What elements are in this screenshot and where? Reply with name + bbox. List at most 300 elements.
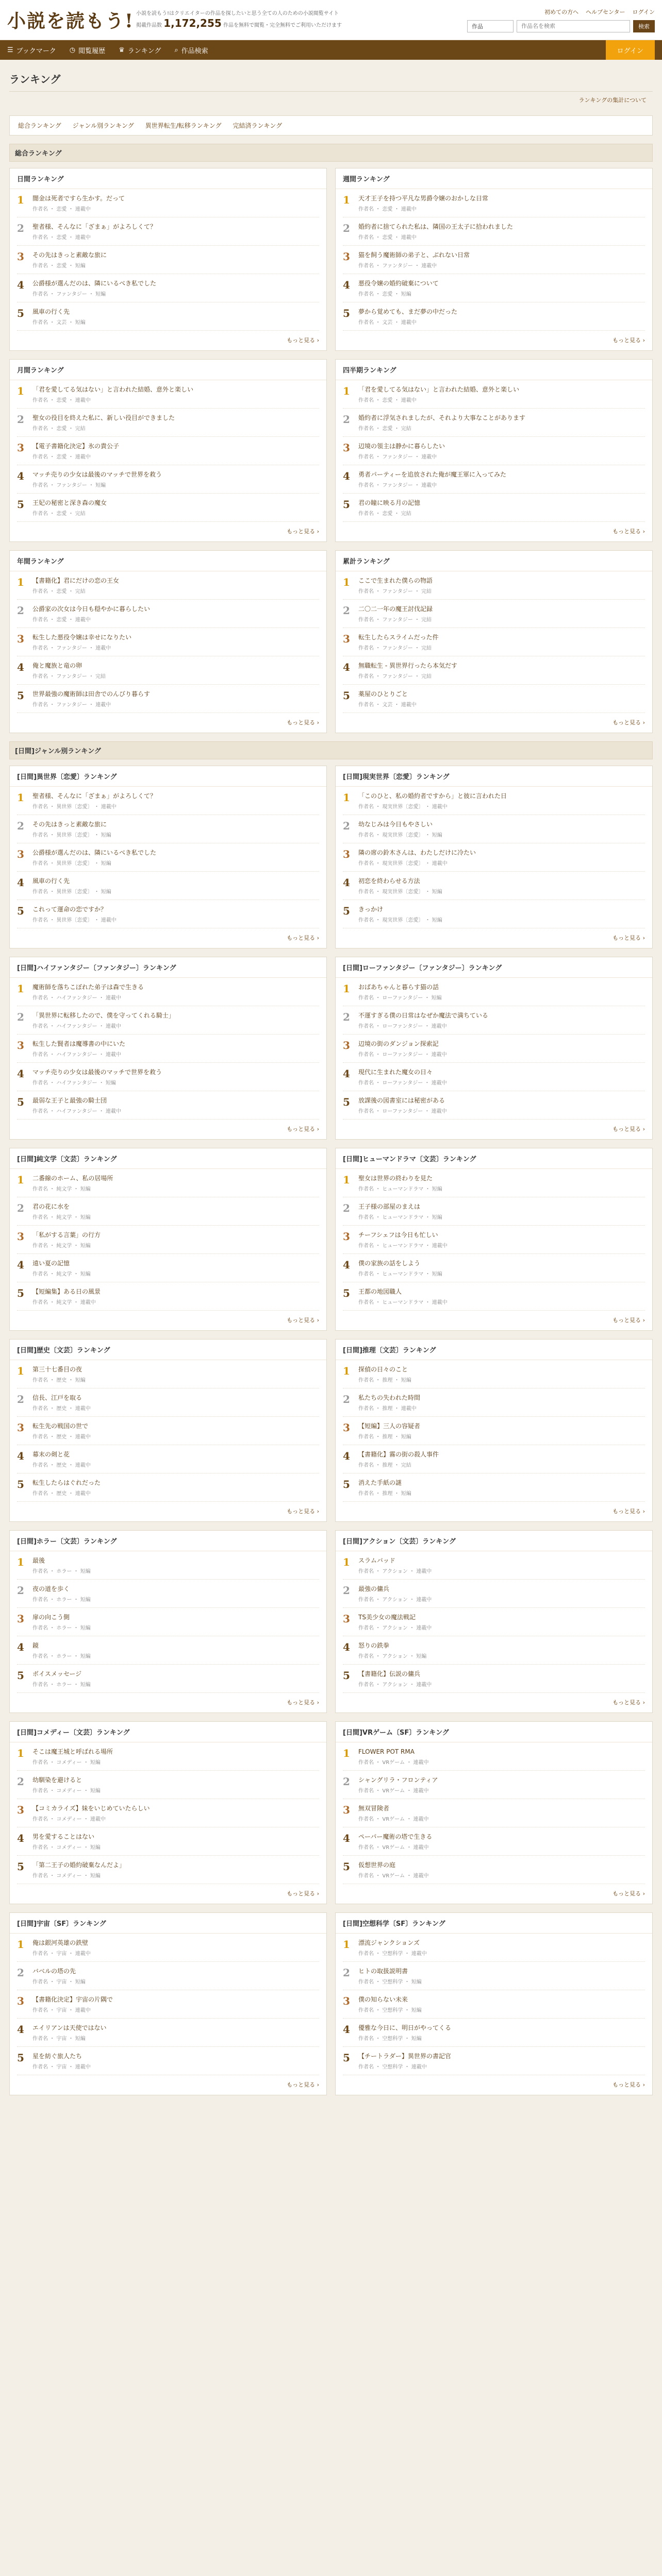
novel-title-link[interactable]: 最弱な王子と最強の騎士団 (32, 1097, 107, 1104)
header-link-guide[interactable]: 初めての方へ (544, 8, 579, 15)
ranking-item[interactable] (343, 1035, 645, 1063)
novel-title-link[interactable]: 【書籍化】君にだけの恋の王女 (32, 577, 120, 584)
tab-overall[interactable]: 総合ランキング (18, 122, 61, 129)
novel-title-link[interactable]: 現代に生まれた魔女の日々 (358, 1069, 433, 1076)
more-link-text[interactable]: もっと見る › (287, 1890, 319, 1897)
ranking-item[interactable] (343, 656, 645, 685)
novel-title-link[interactable]: 無職転生 - 異世界行ったら本気だす (358, 662, 457, 669)
ranking-item[interactable] (343, 628, 645, 656)
ranking-item[interactable] (343, 600, 645, 628)
novel-title-link[interactable]: 婚約者に浮気されましたが、それより大事なことがあります (358, 414, 526, 421)
ranking-item[interactable] (17, 656, 319, 685)
ranking-item[interactable] (343, 465, 645, 494)
ranking-item-body (358, 1939, 645, 1957)
novel-title-link[interactable]: 怒りの鉄拳 (358, 1642, 390, 1649)
novel-title-link[interactable]: おばあちゃんと暮らす猫の話 (358, 984, 439, 991)
novel-title-link[interactable]: バベルの塔の先 (32, 1968, 76, 1975)
ranking-item[interactable] (343, 815, 645, 843)
ranking-item[interactable] (343, 2019, 645, 2047)
ranking-item[interactable] (343, 1445, 645, 1473)
rank-number: 3 (17, 1613, 24, 1625)
novel-title-link[interactable]: 二〇二一年の魔王討伐記録 (358, 605, 433, 613)
ranking-item-body (358, 633, 645, 651)
ranking-panel (9, 957, 327, 1140)
novel-title-link[interactable]: 遠い夏の記憶 (32, 1260, 70, 1267)
novel-title-link[interactable]: 漂流ジャンクションズ (358, 1939, 420, 1946)
novel-title-link[interactable]: 公爵様が選んだのは、隣にいるべき私でした (32, 849, 157, 856)
ranking-item[interactable] (17, 685, 319, 713)
novel-title-link[interactable]: 【書籍化】伝説の傭兵 (358, 1670, 421, 1677)
ranking-item[interactable] (343, 1665, 645, 1693)
novel-title-link[interactable]: 「第二王子の婚約破棄なんだよ」 (32, 1861, 126, 1869)
ranking-item[interactable] (17, 600, 319, 628)
ranking-item[interactable] (343, 274, 645, 302)
ranking-item[interactable] (343, 1608, 645, 1636)
ranking-item[interactable] (343, 1962, 645, 1990)
more-link[interactable] (336, 928, 652, 948)
ranking-item[interactable] (17, 1063, 319, 1091)
ranking-item[interactable] (17, 1197, 319, 1226)
novel-title-link[interactable]: 世界最強の魔術師は田舎でのんびり暮らす (32, 690, 151, 698)
ranking-item[interactable] (17, 1282, 319, 1311)
ranking-item[interactable] (343, 1636, 645, 1665)
ranking-item[interactable] (17, 1742, 319, 1771)
ranking-item-body (32, 1939, 319, 1957)
nav-ranking[interactable] (119, 45, 174, 55)
rank-number: 4 (17, 1067, 24, 1080)
ranking-item[interactable] (17, 1962, 319, 1990)
search-button[interactable]: 検索 (633, 20, 655, 32)
more-link[interactable] (10, 522, 326, 541)
ranking-panel (335, 1721, 653, 1904)
ranking-item[interactable] (343, 494, 645, 522)
ranking-item-body (358, 662, 645, 680)
ranking-item[interactable] (17, 1799, 319, 1827)
ranking-item[interactable] (343, 1226, 645, 1254)
ranking-item[interactable] (343, 1360, 645, 1388)
ranking-item[interactable] (343, 1169, 645, 1197)
tab-isekai[interactable]: 異世界転生/転移ランキング (145, 122, 222, 129)
more-link-text[interactable]: もっと見る › (287, 2081, 319, 2088)
more-link-text[interactable]: もっと見る › (287, 1699, 319, 1706)
more-link-text[interactable]: もっと見る › (613, 1699, 645, 1706)
ranking-item[interactable] (17, 1473, 319, 1502)
more-link[interactable] (336, 2075, 652, 2095)
novel-title-link[interactable]: マッチ売りの少女は最後のマッチで世界を救う (32, 471, 162, 478)
novel-title-link[interactable]: 探偵の日々のこと (358, 1366, 408, 1373)
nav-login-button[interactable]: ログイン (606, 40, 655, 60)
ranking-item[interactable] (17, 1006, 319, 1035)
more-link-text[interactable]: もっと見る › (287, 1126, 319, 1132)
ranking-item[interactable] (343, 217, 645, 246)
ranking-item[interactable] (343, 1282, 645, 1311)
novel-title-link[interactable]: その先はきっと素敵な旅に (32, 821, 107, 828)
novel-title-link[interactable]: TS美少女の魔法戦記 (358, 1614, 416, 1621)
ranking-item[interactable] (343, 571, 645, 600)
site-logo[interactable]: 小説を読もう! (7, 10, 134, 32)
novel-title-link[interactable]: 私たちの失われた時間 (358, 1394, 421, 1401)
ranking-item[interactable] (343, 1091, 645, 1120)
more-link-text[interactable]: もっと見る › (287, 1508, 319, 1515)
ranking-list (336, 571, 652, 713)
ranking-item-body (32, 1479, 319, 1497)
ranking-item[interactable] (17, 409, 319, 437)
novel-title-link[interactable]: 最強の傭兵 (358, 1585, 390, 1592)
novel-title-link[interactable]: ボイスメッセージ (32, 1670, 82, 1677)
ranking-item[interactable] (17, 978, 319, 1006)
novel-title-link[interactable]: 王子様の部屋のまえは (358, 1203, 421, 1210)
more-link[interactable] (10, 1884, 326, 1904)
novel-title-link[interactable]: 僕の知らない未来 (358, 1996, 408, 2003)
novel-title-link[interactable]: 【コミカライズ】妹をいじめていたらしい (32, 1805, 150, 1812)
novel-title-link[interactable]: 二番線のホーム、私の居場所 (32, 1175, 113, 1182)
novel-title-link[interactable]: そこは魔王城と呼ばれる場所 (32, 1748, 113, 1755)
ranking-item[interactable] (343, 2047, 645, 2075)
more-link[interactable] (10, 2075, 326, 2095)
novel-title-link[interactable]: シャングリラ・フロンティア (358, 1776, 438, 1784)
novel-title-link[interactable]: 転生先の戦国の世で (32, 1422, 89, 1430)
ranking-item[interactable] (17, 1417, 319, 1445)
novel-title-link[interactable]: 転生したらスライムだった件 (358, 634, 439, 641)
novel-meta: 作者名 ・ 恋愛 ・ 完結 (358, 426, 411, 432)
more-link-text[interactable]: もっと見る › (613, 1508, 645, 1515)
novel-title-link[interactable]: 王都の地図職人 (358, 1288, 402, 1295)
novel-title-link[interactable]: 聖女の役目を終えた私に、新しい役目ができました (32, 414, 175, 421)
ranking-item[interactable] (17, 1226, 319, 1254)
ranking-item[interactable] (17, 1771, 319, 1799)
novel-title-link[interactable]: 男を愛することはない (32, 1833, 95, 1840)
novel-title-link[interactable]: 薬屋のひとりごと (358, 690, 408, 698)
ranking-item[interactable] (17, 628, 319, 656)
more-link[interactable] (10, 331, 326, 350)
ranking-item[interactable] (17, 1827, 319, 1856)
novel-title-link[interactable]: 聖者様、そんなに「ざまぁ」がよろしくて？ (32, 223, 157, 230)
more-link[interactable] (10, 1120, 326, 1139)
ranking-panel (335, 766, 653, 948)
rank-number: 2 (17, 413, 24, 426)
ranking-item[interactable] (17, 1035, 319, 1063)
novel-title-link[interactable]: 辺境の街のダンジョン探索記 (358, 1040, 439, 1047)
more-link[interactable] (336, 1693, 652, 1713)
ranking-item-body (358, 983, 645, 1001)
novel-meta: 作者名 ・ ローファンタジー ・ 連載中 (358, 1024, 447, 1029)
novel-title-link[interactable]: 王妃の秘密と深き森の魔女 (32, 499, 107, 506)
ranking-item-body (32, 849, 319, 867)
novel-title-link[interactable]: 初恋を終わらせる方法 (358, 877, 420, 885)
ranking-item[interactable] (17, 494, 319, 522)
more-link-text[interactable]: もっと見る › (287, 1317, 319, 1324)
novel-title-link[interactable]: 風車の行く先 (32, 308, 70, 315)
novel-title-link[interactable]: 魔術師を落ちこぼれた弟子は森で生きる (32, 984, 144, 991)
ranking-item[interactable] (17, 2047, 319, 2075)
ranking-item[interactable] (17, 1990, 319, 2019)
tab-complete[interactable]: 完結済ランキング (233, 122, 283, 129)
novel-title-link[interactable]: 「このひと、私の婚約者ですから」と彼に言われた日 (358, 792, 507, 800)
novel-title-link[interactable]: 勇者パーティーを追放された俺が魔王軍に入ってみた (358, 471, 507, 478)
more-link-text[interactable]: もっと見る › (287, 719, 319, 726)
novel-meta: 作者名 ・ ハイファンタジー ・ 短編 (32, 1080, 116, 1086)
novel-title-link[interactable]: きっかけ (358, 906, 384, 913)
ranking-item[interactable] (343, 1990, 645, 2019)
novel-title-link[interactable]: ペーパー魔術の塔で生きる (358, 1833, 433, 1840)
novel-title-link[interactable]: 天才王子を持つ平凡な男爵令嬢のおかしな日常 (358, 195, 489, 202)
novel-title-link[interactable]: 信長、江戸を取る (32, 1394, 82, 1401)
ranking-item[interactable] (343, 1771, 645, 1799)
rank-number: 2 (17, 1011, 24, 1023)
novel-title-link[interactable]: 【短編】三人の容疑者 (358, 1422, 421, 1430)
search-icon: ⌕ (174, 46, 178, 54)
more-link-text[interactable]: もっと見る › (613, 337, 645, 344)
novel-title-link[interactable]: 聖者様、そんなに「ざまぁ」がよろしくて？ (32, 792, 157, 800)
ranking-item[interactable] (17, 1636, 319, 1665)
ranking-item[interactable] (17, 2019, 319, 2047)
more-link-text[interactable]: もっと見る › (613, 528, 645, 535)
novel-title-link[interactable]: ここで生まれた僕らの物語 (358, 577, 433, 584)
novel-title-link[interactable]: 優雅な今日に、明日がやってくる (358, 2024, 452, 2031)
novel-title-link[interactable]: 【チートラダー】異世界の書記官 (358, 2053, 451, 2060)
novel-title-link[interactable]: 俺と魔族と竜の卵 (32, 662, 82, 669)
more-link-text[interactable]: もっと見る › (613, 1317, 645, 1324)
more-link[interactable] (10, 1311, 326, 1330)
rank-number: 4 (17, 1450, 24, 1462)
novel-title-link[interactable]: スラムバッド (358, 1557, 395, 1564)
novel-title-link[interactable]: 「君を愛してる気はない」と言われた結婚、意外と楽しい (32, 386, 194, 393)
ranking-item[interactable] (343, 437, 645, 465)
novel-title-link[interactable]: 俺は銀河英雄の鉄壁 (32, 1939, 89, 1946)
more-link[interactable] (336, 1120, 652, 1139)
ranking-item[interactable] (343, 1856, 645, 1884)
tab-genre[interactable]: ジャンル別ランキング (72, 122, 134, 129)
novel-title-link[interactable]: マッチ売りの少女は最後のマッチで世界を救う (32, 1069, 162, 1076)
ranking-item[interactable] (17, 437, 319, 465)
ranking-item[interactable] (17, 465, 319, 494)
ranking-item[interactable] (17, 246, 319, 274)
ranking-item[interactable] (343, 1934, 645, 1962)
novel-meta: 作者名 ・ ローファンタジー ・ 連載中 (358, 1109, 447, 1114)
novel-title-link[interactable]: 扉の向こう側 (32, 1614, 70, 1621)
novel-title-link[interactable]: 【短編集】ある日の風景 (32, 1288, 101, 1295)
ranking-item[interactable] (17, 1580, 319, 1608)
ranking-item[interactable] (343, 302, 645, 331)
novel-title-link[interactable]: エイリアンは天使ではない (32, 2024, 107, 2031)
ranking-item[interactable] (343, 1197, 645, 1226)
header-link-login[interactable]: ログイン (632, 8, 655, 15)
ranking-list (10, 189, 326, 331)
ranking-panel (335, 1148, 653, 1331)
ranking-item[interactable] (343, 1580, 645, 1608)
ranking-item[interactable] (343, 978, 645, 1006)
novel-title-link[interactable]: 婚約者に捨てられた私は、隣国の王太子に拾われました (358, 223, 514, 230)
ranking-item-body (358, 820, 645, 838)
more-link-text[interactable]: もっと見る › (613, 719, 645, 726)
ranking-item[interactable] (343, 685, 645, 713)
more-link-text[interactable]: もっと見る › (613, 2081, 645, 2088)
more-link-text[interactable]: もっと見る › (613, 1890, 645, 1897)
ranking-help-link[interactable] (0, 92, 662, 108)
novel-title-link[interactable]: 最後 (32, 1557, 45, 1564)
novel-title-link[interactable]: 辺境の領主は静かに暮らしたい (358, 443, 445, 450)
novel-title-link[interactable]: 仮想世界の庭 (358, 1861, 396, 1869)
ranking-item[interactable] (343, 380, 645, 409)
more-link[interactable] (10, 928, 326, 948)
search-input[interactable] (517, 20, 630, 32)
novel-title-link[interactable]: その先はきっと素敵な旅に (32, 251, 107, 259)
ranking-item[interactable] (17, 380, 319, 409)
more-link-text[interactable]: もっと見る › (613, 1126, 645, 1132)
ranking-item[interactable] (17, 1608, 319, 1636)
ranking-item[interactable] (343, 900, 645, 928)
ranking-item[interactable] (343, 1551, 645, 1580)
ranking-item[interactable] (343, 1063, 645, 1091)
novel-title-link[interactable]: 「君を愛してる気はない」と言われた結婚、意外と楽しい (358, 386, 520, 393)
novel-title-link[interactable]: 星を紡ぐ旅人たち (32, 2053, 82, 2060)
novel-title-link[interactable]: 転生した悪役令嬢は幸せになりたい (32, 634, 132, 641)
ranking-panel-title: [日間]歴史〔文芸〕ランキング (10, 1340, 326, 1360)
ranking-list (336, 1551, 652, 1693)
ranking-item[interactable] (343, 1473, 645, 1502)
more-link[interactable] (10, 1693, 326, 1713)
ranking-item[interactable] (343, 1417, 645, 1445)
novel-title-link[interactable]: 聖女は世界の終わりを見た (358, 1175, 433, 1182)
novel-title-link[interactable]: 君の瞳に映る月の記憶 (358, 499, 421, 506)
novel-title-link[interactable]: 隣の席の鈴木さんは、わたしだけに冷たい (358, 849, 476, 856)
novel-title-link[interactable]: チーフシェフは今日も忙しい (358, 1231, 438, 1239)
ranking-item[interactable] (17, 1856, 319, 1884)
rank-number: 3 (343, 848, 350, 860)
novel-title-link[interactable]: 「異世界に転移したので、僕を守ってくれる騎士」 (32, 1012, 175, 1019)
rank-number: 4 (17, 1641, 24, 1653)
ranking-item[interactable] (17, 1360, 319, 1388)
novel-title-link[interactable]: 消えた手紙の謎 (358, 1479, 402, 1486)
ranking-item[interactable] (343, 872, 645, 900)
nav-bookmark[interactable] (7, 45, 70, 55)
novel-title-link[interactable]: 「私がする言葉」の行方 (32, 1231, 101, 1239)
ranking-item-body (32, 1641, 319, 1659)
more-link[interactable] (336, 331, 652, 350)
ranking-item[interactable] (343, 189, 645, 217)
novel-title-link[interactable]: 夢から覚めても、まだ夢の中だった (358, 308, 458, 315)
ranking-panel (9, 1721, 327, 1904)
more-link[interactable] (336, 1502, 652, 1521)
ranking-item[interactable] (343, 1388, 645, 1417)
ranking-item[interactable] (343, 246, 645, 274)
novel-title-link[interactable]: 放課後の図書室には秘密がある (358, 1097, 445, 1104)
novel-title-link[interactable]: 転生したらはぐれだった (32, 1479, 101, 1486)
ranking-item[interactable] (17, 1934, 319, 1962)
novel-title-link[interactable]: 転生した賢者は魔導書の中にいた (32, 1040, 126, 1047)
novel-title-link[interactable]: 闇金は死者ですら生かす。だって (32, 195, 125, 202)
nav-history[interactable] (70, 45, 119, 55)
novel-meta: 作者名 ・ 恋愛 ・ 連載中 (32, 398, 91, 403)
rank-number: 1 (17, 1174, 24, 1186)
ranking-help-link-text[interactable]: ランキングの集計について (578, 97, 647, 104)
search-type-select[interactable]: 作品 (467, 20, 514, 32)
ranking-item[interactable] (17, 217, 319, 246)
novel-title-link[interactable]: 【書籍化決定】宇宙の片隅で (32, 1996, 113, 2003)
novel-meta: 作者名 ・ ファンタジー ・ 連載中 (358, 263, 437, 269)
ranking-item[interactable] (17, 815, 319, 843)
ranking-item[interactable] (17, 1169, 319, 1197)
ranking-panel-title: [日間]コメディー〔文芸〕ランキング (10, 1722, 326, 1742)
more-link[interactable] (336, 713, 652, 733)
ranking-item[interactable] (17, 274, 319, 302)
ranking-item[interactable] (343, 787, 645, 815)
novel-title-link[interactable]: 幕末の剣と花 (32, 1451, 70, 1458)
more-link[interactable] (10, 1502, 326, 1521)
novel-title-link[interactable]: 【書籍化】霧の街の殺人事件 (358, 1451, 439, 1458)
ranking-item[interactable] (343, 1799, 645, 1827)
rank-number: 5 (17, 1669, 24, 1682)
ranking-item[interactable] (17, 787, 319, 815)
novel-meta: 作者名 ・ 文芸 ・ 連載中 (358, 320, 417, 326)
novel-title-link[interactable]: 公爵家の次女は今日も穏やかに暮らしたい (32, 605, 151, 613)
novel-title-link[interactable]: 君の花に水を (32, 1203, 70, 1210)
ranking-item[interactable] (343, 1827, 645, 1856)
novel-title-link[interactable]: FLOWER POT RMA (358, 1748, 415, 1755)
ranking-item[interactable] (343, 409, 645, 437)
ranking-item[interactable] (343, 1254, 645, 1282)
novel-title-link[interactable]: 【電子書籍化決定】氷の貴公子 (32, 443, 120, 450)
novel-title-link[interactable]: 悪役令嬢の婚約破棄について (358, 280, 439, 287)
ranking-item[interactable] (17, 843, 319, 872)
ranking-item[interactable] (17, 1551, 319, 1580)
more-link-text[interactable]: もっと見る › (287, 528, 319, 535)
more-link-text[interactable]: もっと見る › (287, 935, 319, 941)
more-link[interactable] (336, 1884, 652, 1904)
more-link-text[interactable]: もっと見る › (613, 935, 645, 941)
ranking-item[interactable] (17, 1254, 319, 1282)
ranking-tabs (9, 115, 653, 135)
ranking-item[interactable] (343, 843, 645, 872)
novel-title-link[interactable]: 風車の行く先 (32, 877, 70, 885)
novel-title-link[interactable]: ヒトの取扱説明書 (358, 1968, 408, 1975)
rank-number: 1 (343, 385, 350, 397)
novel-title-link[interactable]: 夜の道を歩く (32, 1585, 70, 1592)
more-link[interactable] (336, 522, 652, 541)
ranking-item[interactable] (17, 1445, 319, 1473)
rank-number: 2 (17, 1584, 24, 1597)
ranking-item[interactable] (17, 1665, 319, 1693)
ranking-item[interactable] (17, 872, 319, 900)
novel-title-link[interactable]: 無双冒険者 (358, 1805, 390, 1812)
novel-title-link[interactable]: 鏡 (32, 1642, 39, 1649)
ranking-item[interactable] (17, 1091, 319, 1120)
ranking-item-body (358, 1174, 645, 1192)
ranking-item[interactable] (17, 571, 319, 600)
novel-title-link[interactable]: 不運すぎる僕の日常はなぜか魔法で満ちている (358, 1012, 488, 1019)
ranking-item[interactable] (343, 1006, 645, 1035)
novel-title-link[interactable]: これって運命の恋ですか？ (32, 906, 107, 913)
more-link[interactable] (336, 1311, 652, 1330)
more-link-text[interactable]: もっと見る › (287, 337, 319, 344)
more-link[interactable] (10, 713, 326, 733)
header-link-help[interactable]: ヘルプセンター (586, 8, 625, 15)
novel-title-link[interactable]: 猫を飼う魔術師の弟子と、ぶれない日常 (358, 251, 470, 259)
novel-title-link[interactable]: 幼馴染を避けると (32, 1776, 82, 1784)
ranking-item[interactable] (17, 900, 319, 928)
novel-title-link[interactable]: 公爵様が選んだのは、隣にいるべき私でした (32, 280, 157, 287)
novel-title-link[interactable]: 幼なじみは今日もやさしい (358, 821, 433, 828)
novel-title-link[interactable]: 第三十七番目の夜 (32, 1366, 82, 1373)
ranking-item[interactable] (343, 1742, 645, 1771)
ranking-item[interactable] (17, 302, 319, 331)
ranking-item[interactable] (17, 189, 319, 217)
ranking-item-body (32, 1804, 319, 1822)
ranking-item[interactable] (17, 1388, 319, 1417)
nav-search[interactable] (174, 45, 221, 55)
novel-title-link[interactable]: 僕の家族の話をしよう (358, 1260, 421, 1267)
rank-number: 2 (17, 604, 24, 617)
